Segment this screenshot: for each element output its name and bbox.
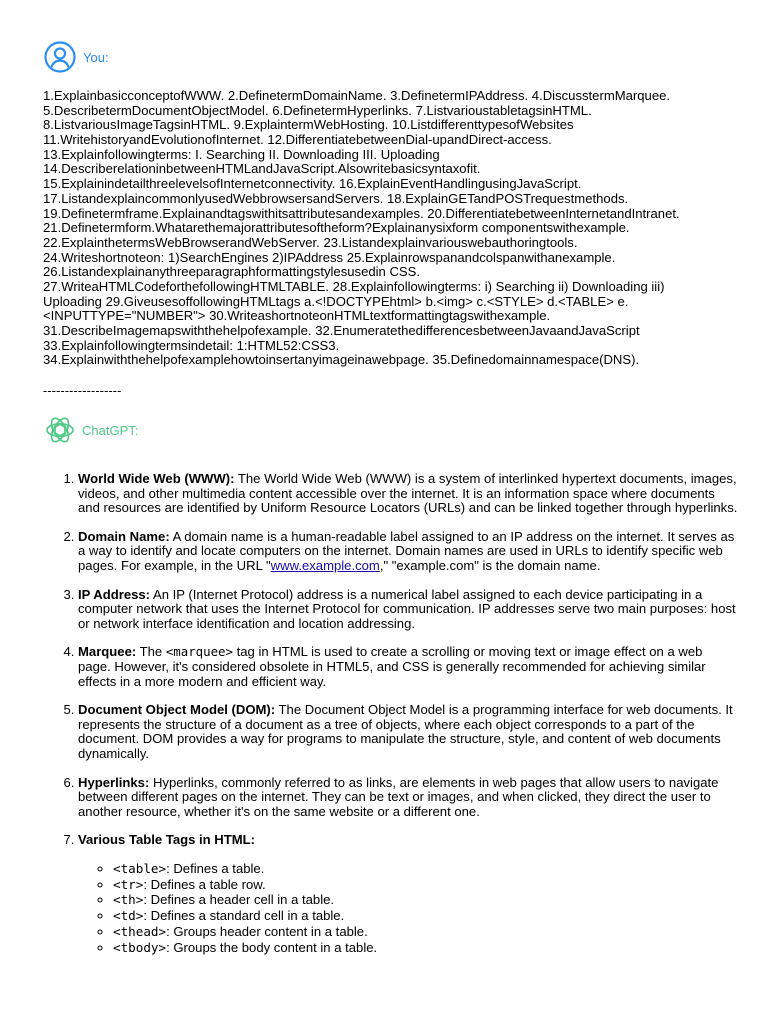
answer-term: Hyperlinks:	[78, 774, 150, 790]
answer-text: The	[136, 644, 166, 660]
answer-term: Various Table Tags in HTML:	[78, 832, 256, 848]
tag-description: : Defines a table row.	[143, 876, 266, 892]
inline-code: <thead>	[113, 924, 167, 940]
question-line: 15.ExplainindetailthreelevelsofInternetconnectivity. 16.ExplainEventHandlingusingJavaScript.	[43, 176, 582, 192]
separator-line: ------------------	[43, 384, 122, 398]
list-item	[113, 908, 738, 924]
answer-item	[78, 588, 744, 632]
answer-text: A domain name is a human-readable label assigned to an IP address on the internet. It serves as a way to identify and locate computers on the internet. Domain names are used in URLs to identify specific web pages. For example, in the URL "	[78, 528, 735, 573]
answer-item	[78, 776, 744, 820]
example-link[interactable]: www.example.com	[270, 557, 380, 573]
question-line: 13.Explainfollowingterms: I. Searching II. Downloading III. Uploading	[43, 146, 440, 162]
question-line: 11.WritehistoryandEvolutionofInternet. 12.DifferentiatebetweenDial-upandDirect-access.	[43, 132, 552, 148]
answer-term: World Wide Web (WWW):	[78, 471, 235, 486]
inline-code: <tr>	[113, 876, 144, 892]
assistant-speaker	[43, 413, 138, 447]
user-speaker	[44, 41, 109, 73]
answer-item	[78, 645, 744, 689]
tag-description: : Defines a header cell in a table.	[143, 892, 335, 908]
list-item	[113, 877, 738, 893]
question-line: 31.DescribeImagemapswiththehelpofexample. 32.EnumeratethedifferencesbetweenJavaandJavaScript	[43, 323, 640, 338]
list-item	[113, 940, 738, 956]
list-item	[113, 924, 738, 940]
user-speaker-label: You:	[83, 49, 109, 65]
answer-term: IP Address:	[78, 586, 151, 602]
answer-item	[78, 472, 744, 516]
user-avatar-icon	[44, 41, 76, 73]
answer-text: The World Wide Web (WWW) is a system of interlinked hypertext documents, images, videos, and other multimedia content accessible over the internet. It is an information space where documents and resources are identified by Uniform Resource Locators (URLs) and can be linked together through hyperlinks.	[78, 471, 738, 516]
question-line: 34.Explainwiththehelpofexamplehowtoinsertanyimageinawebpage. 35.Definedomainnamespace(DNS).	[43, 352, 640, 368]
answer-term: Document Object Model (DOM):	[78, 702, 276, 718]
tag-description: : Groups header content in a table.	[166, 924, 368, 940]
list-item	[113, 892, 738, 908]
question-line: 22.ExplainthetermsWebBrowserandWebServer. 23.Listandexplainvariouswebauthoringtools.	[43, 234, 578, 250]
tag-description: : Defines a table.	[166, 860, 265, 876]
answer-item	[78, 530, 744, 574]
table-tag-list	[78, 861, 738, 956]
answer-item	[78, 703, 744, 761]
user-question-text	[43, 89, 743, 368]
answer-term: Marquee:	[78, 644, 137, 660]
answer-text: ," "example.com" is the domain name.	[379, 557, 601, 573]
question-line: 33.Explainfollowingtermsindetail: 1:HTML52:CSS3.	[43, 337, 340, 353]
chatgpt-logo-icon	[43, 413, 77, 447]
question-line: <INPUTTYPE="NUMBER"> 30.WriteashortnoteonHTMLtextformattingtagswithexample.	[43, 308, 551, 324]
answer-list	[0, 472, 744, 970]
answer-term: Domain Name:	[78, 528, 170, 544]
question-line: 5.DescribetermDocumentObjectModel. 6.DefinetermHyperlinks. 7.ListvarioustabletagsinHTML.	[43, 102, 592, 118]
list-item	[113, 861, 738, 877]
answer-text: Hyperlinks, commonly referred to as links, are elements in web pages that allow users to navigate between different pages on the internet. They can be text or images, and when clicked, they direct the user to another resource, whether it's on the same website or a different one.	[78, 774, 719, 819]
question-line: 26.Listandexplainanythreeparagraphformattingstylesusedin CSS.	[43, 264, 421, 280]
answer-text: An IP (Internet Protocol) address is a numerical label assigned to each device participating in a computer network that uses the Internet Protocol for communication. IP addresses serve two main purposes: host or network interface identification and location addressing.	[78, 586, 736, 631]
assistant-speaker-label: ChatGPT:	[82, 422, 139, 438]
tag-description: : Defines a standard cell in a table.	[143, 908, 345, 924]
answer-text: tag in HTML is used to create a scrolling or moving text or image effect on a web page. However, it's considered obsolete in HTML5, and CSS is generally recommended for achieving similar effects in a more modern and efficient way.	[78, 644, 706, 689]
inline-code: <marquee>	[165, 644, 233, 660]
question-line: 14.DescriberelationinbetweenHTMLandJavaScript.Alsowritebasicsyntaxofit.	[43, 161, 481, 177]
question-line: 19.Definetermframe.Explainandtagswithitsattributesandexamples. 20.DifferentiatebetweenInternetandIntranet.	[43, 205, 680, 221]
inline-code: <td>	[113, 908, 144, 924]
question-line: 8.ListvariousImageTagsinHTML. 9.ExplaintermWebHosting. 10.ListdifferenttypesofWebsites	[43, 117, 574, 133]
question-line: 27.WriteaHTMLCodeforthefollowingHTMLTABLE. 28.Explainfollowingterms: i) Searching ii) Downloading iii)	[43, 278, 665, 294]
inline-code: <table>	[113, 860, 167, 876]
inline-code: <th>	[113, 892, 144, 908]
question-line: 1.ExplainbasicconceptofWWW. 2.DefinetermDomainName. 3.DefinetermIPAddress. 4.DiscusstermMarquee.	[43, 88, 671, 103]
tag-description: : Groups the body content in a table.	[166, 939, 378, 955]
question-line: 21.Definetermform.Whatarethemajorattributesoftheform?Explainanysixform componentswithexample.	[43, 220, 630, 236]
inline-code: <tbody>	[113, 939, 167, 955]
question-line: Uploading 29.GiveusesoffollowingHTMLtags a.<!DOCTYPEhtml> b.<img> c.<STYLE> d.<TABLE> e.	[43, 293, 629, 309]
question-line: 24.Writeshortnoteon: 1)SearchEngines 2)IPAddress 25.Explainrowspanandcolspanwithanexample.	[43, 249, 616, 265]
answer-text: The Document Object Model is a programming interface for web documents. It represents the structure of a document as a tree of objects, where each object corresponds to a part of the document. DOM provides a way for programs to manipulate the structure, style, and content of web documents dynamically.	[78, 702, 733, 761]
answer-item	[78, 833, 744, 955]
question-line: 17.ListandexplaincommonlyusedWebbrowsersandServers. 18.ExplainGETandPOSTrequestmethods.	[43, 190, 629, 206]
